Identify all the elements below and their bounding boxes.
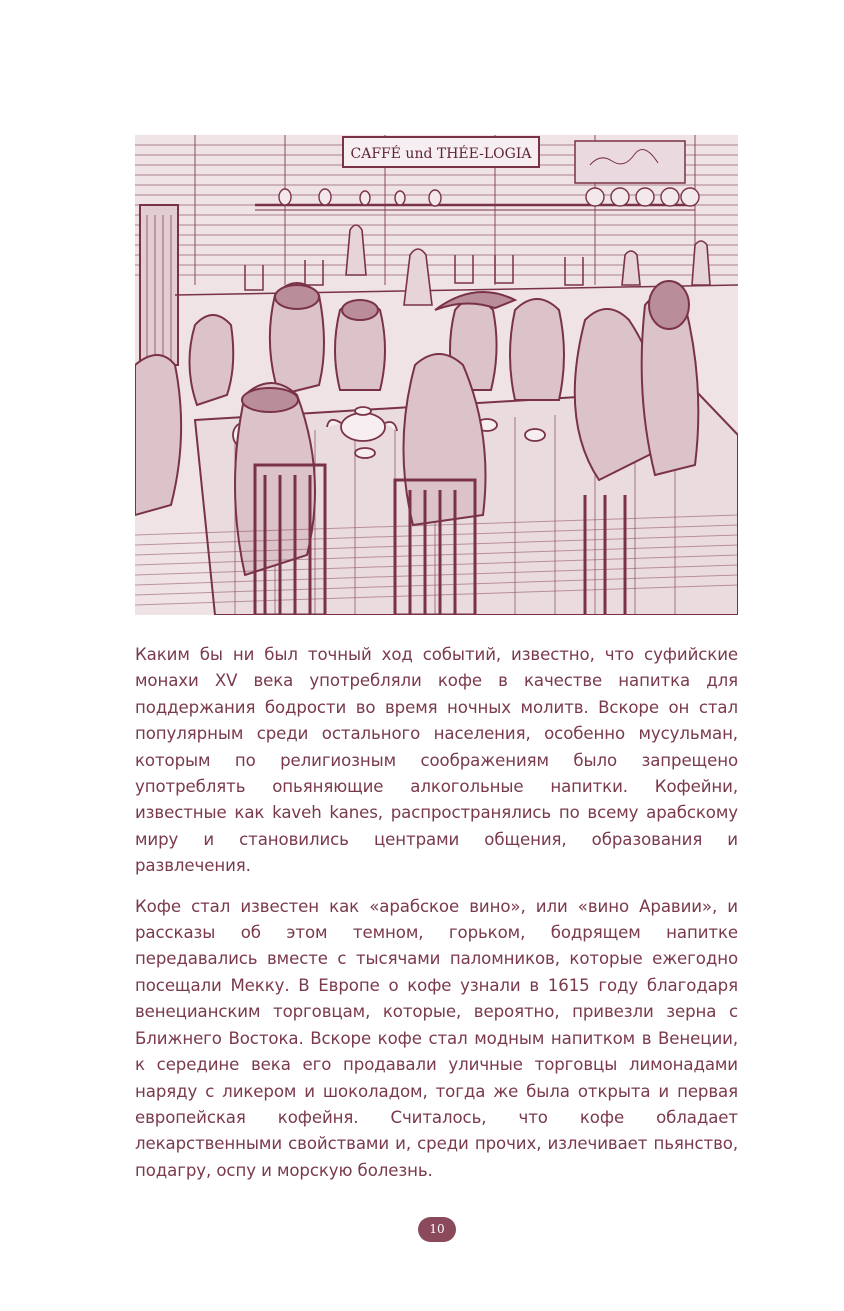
engraving-drawing bbox=[135, 135, 738, 615]
paragraph-2: Кофе стал известен как «арабское вино», или «вино Аравии», и рассказы об этом темном, горьком, бодрящем напитке передавались вместе с тысячами паломников, которые ежегодно посещали Мекку. В Европе о кофе узнали в 1615 году благодаря венецианским торговцам, которые, вероятно, привезли зерна с Ближнего Востока. Вскоре кофе стал модным напитком в Венеции, к середине века его продавали уличные торговцы лимонадами наряду с ликером и шоколадом, тогда же была открыта и первая европейская кофейня. Считалось, что кофе обладает лекарственными свойствами и, среди прочих, излечивает пьянство, подагру, оспу и морскую болезнь. bbox=[135, 896, 738, 1180]
coffeehouse-engraving bbox=[135, 135, 738, 615]
sign-text: CAFFÉ und THÉE-LOGIA bbox=[350, 146, 532, 162]
article-text bbox=[135, 642, 738, 1198]
paragraph-1: Каким бы ни был точный ход событий, известно, что суфийские монахи XV века употребляли кофе в качестве напитка для поддержания бодрости во время ночных молитв. Вскоре он стал популярным среди остального населения, особенно мусульман, которым по религиозным соображениям было запрещено употреблять опьяняющие алкогольные напитки. Кофейни, известные как kaveh kanes, распространялись по всему арабскому миру и становились центрами общения, образования и развлечения. bbox=[135, 645, 738, 876]
page-number-badge: 10 bbox=[418, 1217, 456, 1242]
